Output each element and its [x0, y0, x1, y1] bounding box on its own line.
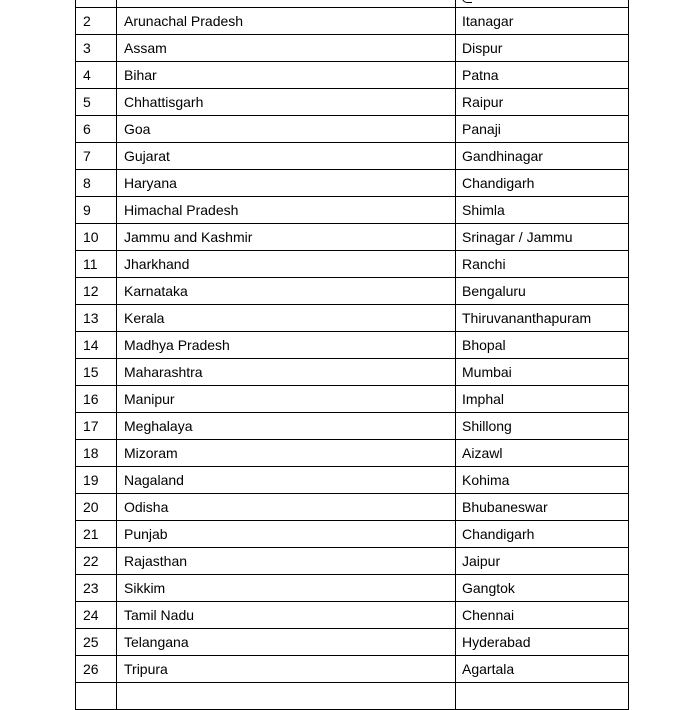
state-cell: Himachal Pradesh [117, 197, 456, 223]
table-row [76, 494, 628, 521]
table-row [76, 413, 628, 440]
capital-cell: Patna [462, 67, 499, 83]
state-cell: Bihar [117, 62, 456, 88]
state-cell [117, 683, 456, 709]
table-row-partial-bottom [76, 683, 628, 710]
row-number-cell: 6 [76, 116, 117, 142]
state-cell: Chhattisgarh [117, 89, 456, 115]
capital-cell: Aizawl [462, 445, 503, 461]
capital-cell [456, 0, 628, 7]
capital-cell: Bhubaneswar [462, 499, 548, 515]
state-cell: Mizoram [117, 440, 456, 466]
table-row [76, 656, 628, 683]
state-cell: Assam [117, 35, 456, 61]
row-number-cell: 17 [76, 413, 117, 439]
row-number-cell: 12 [76, 278, 117, 304]
row-number-cell: 8 [76, 170, 117, 196]
row-number-cell: 23 [76, 575, 117, 601]
state-cell: Goa [117, 116, 456, 142]
table-row [76, 62, 628, 89]
state-cell: Nagaland [117, 467, 456, 493]
table-row [76, 305, 628, 332]
row-number-cell: 15 [76, 359, 117, 385]
capital-cell: Gandhinagar [462, 148, 543, 164]
capital-cell: Itanagar [462, 13, 514, 29]
row-number-cell: 20 [76, 494, 117, 520]
state-cell: Meghalaya [117, 413, 456, 439]
table-row [76, 386, 628, 413]
capital-cell: Mumbai [462, 364, 512, 380]
capital-cell: Dispur [462, 40, 503, 56]
table-row-partial-top [76, 0, 628, 8]
table-row [76, 521, 628, 548]
capital-cell: Srinagar / Jammu [462, 229, 573, 245]
row-number-cell [76, 0, 117, 7]
state-cell: Karnataka [117, 278, 456, 304]
state-cell: Gujarat [117, 143, 456, 169]
capital-cell: Bengaluru [462, 283, 526, 299]
table-row [76, 35, 628, 62]
row-number-cell: 3 [76, 35, 117, 61]
row-number-cell: 10 [76, 224, 117, 250]
capital-cell: Thiruvananthapuram [462, 310, 592, 326]
state-cell: Madhya Pradesh [117, 332, 456, 358]
row-number-cell: 22 [76, 548, 117, 574]
table-row [76, 332, 628, 359]
row-number-cell: 4 [76, 62, 117, 88]
row-number-cell: 21 [76, 521, 117, 547]
row-number-cell: 9 [76, 197, 117, 223]
row-number-cell: 16 [76, 386, 117, 412]
state-cell: Jharkhand [117, 251, 456, 277]
capital-cell: Chennai [462, 607, 515, 623]
state-cell [117, 0, 456, 7]
row-number-cell: 19 [76, 467, 117, 493]
state-cell: Haryana [117, 170, 456, 196]
state-cell: Sikkim [117, 575, 456, 601]
row-number-cell: 25 [76, 629, 117, 655]
capital-cell: Shimla [462, 202, 505, 218]
capital-cell: Shillong [462, 418, 512, 434]
capital-cell: Jaipur [462, 553, 501, 569]
table-body [76, 8, 628, 683]
row-number-cell: 18 [76, 440, 117, 466]
row-number-cell: 13 [76, 305, 117, 331]
state-cell: Tamil Nadu [117, 602, 456, 628]
capital-cell: Chandigarh [462, 175, 535, 191]
state-cell: Kerala [117, 305, 456, 331]
state-cell: Tripura [117, 656, 456, 682]
state-cell: Arunachal Pradesh [117, 8, 456, 34]
table-row [76, 143, 628, 170]
capital-cell: Kohima [462, 472, 510, 488]
table-row [76, 548, 628, 575]
row-number-cell: 11 [76, 251, 117, 277]
capital-cell: Chandigarh [462, 526, 535, 542]
row-number-cell: 24 [76, 602, 117, 628]
capital-cell: Hyderabad [462, 634, 531, 650]
capital-cell [456, 683, 628, 709]
cut-off-glyph-fragment [462, 0, 472, 3]
table-row [76, 278, 628, 305]
table-row [76, 602, 628, 629]
table-row [76, 89, 628, 116]
row-number-cell: 26 [76, 656, 117, 682]
capital-cell: Bhopal [462, 337, 506, 353]
capital-cell: Gangtok [462, 580, 515, 596]
capital-cell: Agartala [462, 661, 515, 677]
table-row [76, 224, 628, 251]
row-number-cell: 14 [76, 332, 117, 358]
state-cell: Punjab [117, 521, 456, 547]
table-row [76, 467, 628, 494]
table-row [76, 251, 628, 278]
state-cell: Odisha [117, 494, 456, 520]
row-number-cell [76, 683, 117, 709]
row-number-cell: 5 [76, 89, 117, 115]
row-number-cell: 2 [76, 8, 117, 34]
state-cell: Manipur [117, 386, 456, 412]
state-cell: Telangana [117, 629, 456, 655]
table-row [76, 116, 628, 143]
table-row [76, 440, 628, 467]
table-row [76, 359, 628, 386]
table-row [76, 629, 628, 656]
capital-cell: Panaji [462, 121, 501, 137]
table-row [76, 170, 628, 197]
states-capitals-table [75, 0, 629, 710]
capital-cell: Raipur [462, 94, 504, 110]
table-row [76, 575, 628, 602]
state-cell: Maharashtra [117, 359, 456, 385]
capital-cell: Ranchi [462, 256, 506, 272]
state-cell: Rajasthan [117, 548, 456, 574]
capital-cell: Imphal [462, 391, 505, 407]
table-row [76, 8, 628, 35]
table-row [76, 197, 628, 224]
row-number-cell: 7 [76, 143, 117, 169]
state-cell: Jammu and Kashmir [117, 224, 456, 250]
